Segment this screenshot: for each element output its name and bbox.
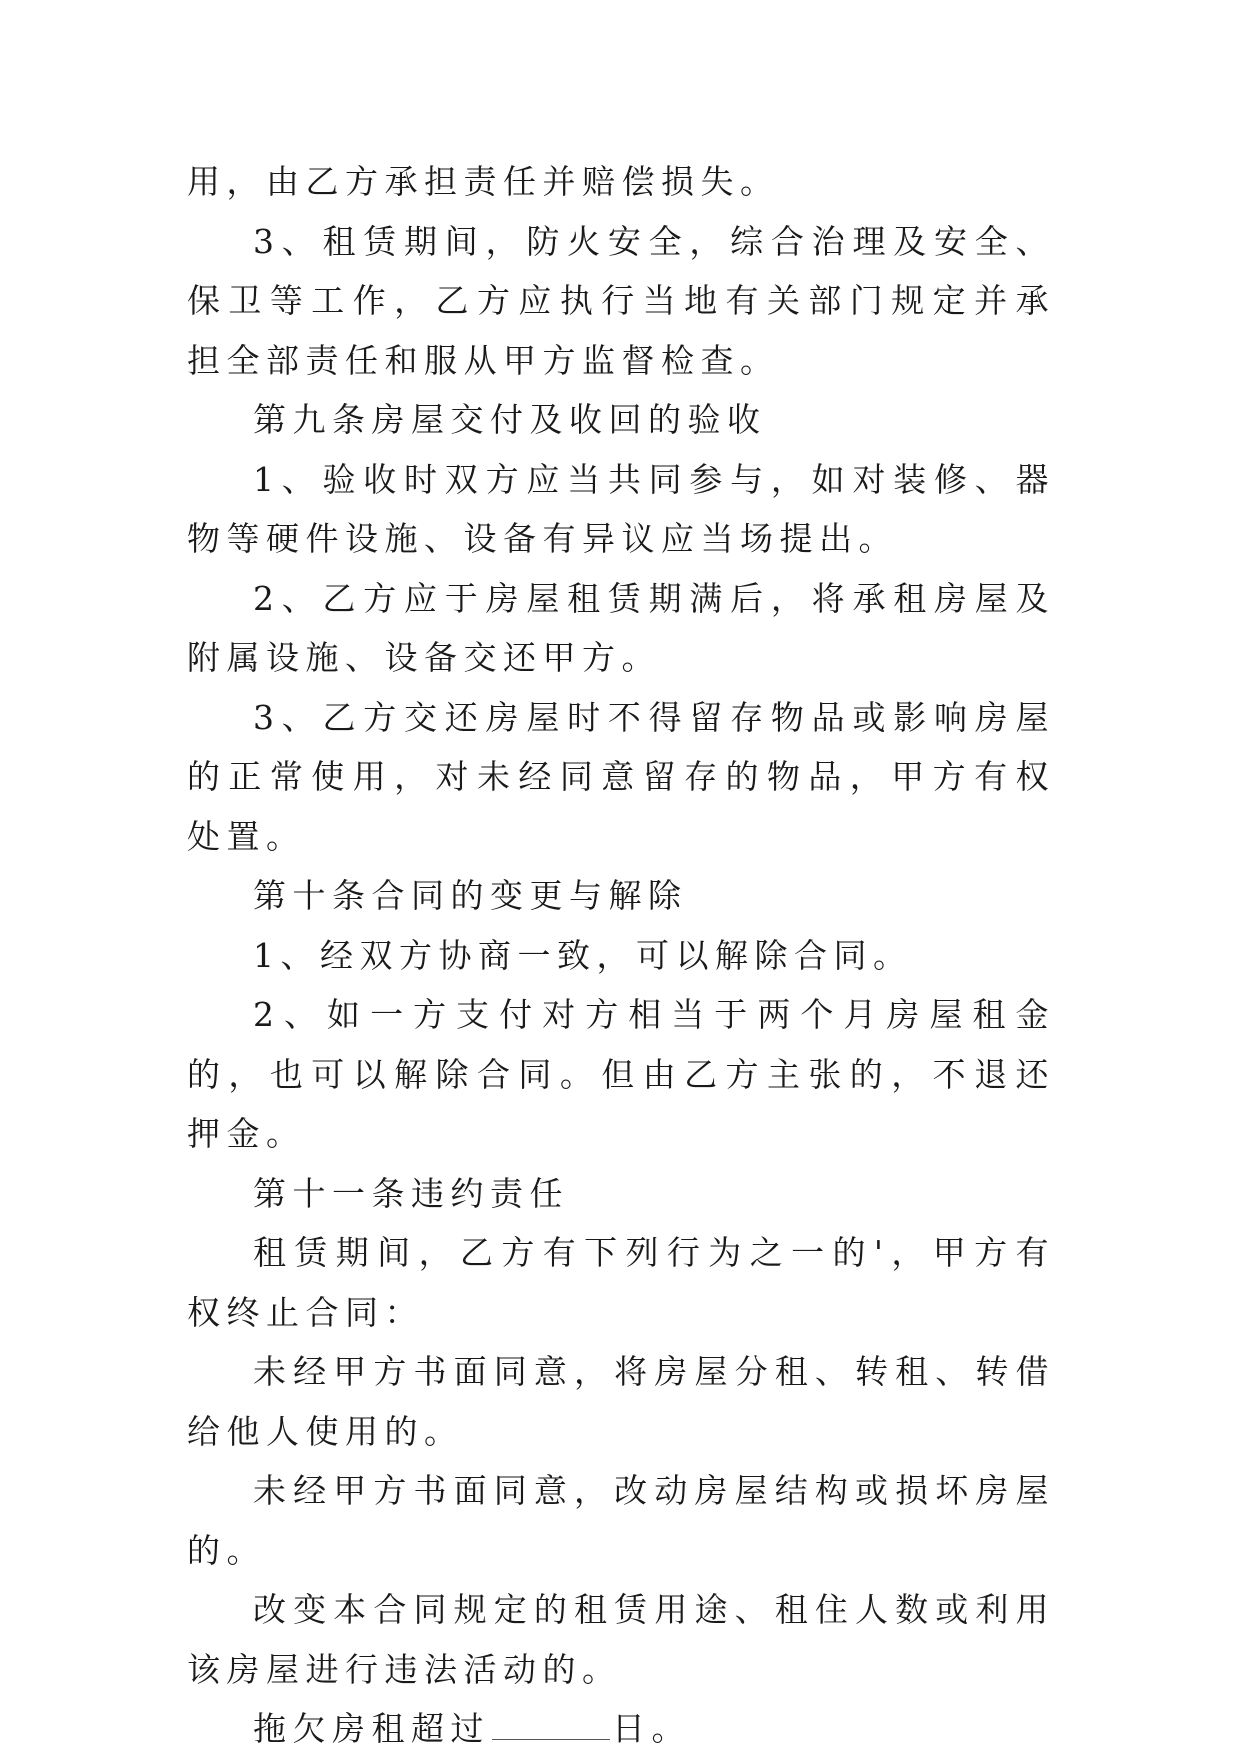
section-heading: 第十一条违约责任 xyxy=(253,1173,569,1213)
paragraph: 2、如一方支付对方相当于两个月房屋租金的，也可以解除合同。但由乙方主张的，不退还押金。 xyxy=(187,995,1055,1153)
document-body xyxy=(187,152,1055,1759)
paragraph: 1、经双方协商一致，可以解除合同。 xyxy=(253,935,913,975)
paragraph: 2、乙方应于房屋租赁期满后，将承租房屋及附属设施、设备交还甲方。 xyxy=(187,578,1055,677)
paragraph: 未经甲方书面同意，将房屋分租、转租、转借给他人使用的。 xyxy=(187,1352,1055,1451)
paragraph-with-blank xyxy=(187,1699,1055,1759)
section-heading: 第九条房屋交付及收回的验收 xyxy=(253,400,767,439)
paragraph: 未经甲方书面同意，改动房屋结构或损坏房屋的。 xyxy=(187,1471,1055,1570)
section-heading: 第十条合同的变更与解除 xyxy=(253,876,688,915)
paragraph-text-before-blank: 拖欠房租超过 xyxy=(253,1709,490,1748)
paragraph: 1、验收时双方应当共同参与，如对装修、器物等硬件设施、设备有异议应当场提出。 xyxy=(187,459,1055,558)
paragraph: 改变本合同规定的租赁用途、租住人数或利用该房屋进行违法活动的。 xyxy=(187,1590,1055,1689)
paragraph: 租赁期间，乙方有下列行为之一的'，甲方有权终止合同： xyxy=(187,1233,1055,1332)
paragraph: 3、租赁期间，防火安全，综合治理及安全、保卫等工作，乙方应执行当地有关部门规定并承担全部责任和服从甲方监督检查。 xyxy=(187,221,1055,380)
paragraph: 用，由乙方承担责任并赔偿损失。 xyxy=(187,162,780,201)
paragraph: 3、乙方交还房屋时不得留存物品或影响房屋的正常使用，对未经同意留存的物品，甲方有权处置。 xyxy=(187,697,1055,856)
fill-in-blank xyxy=(492,1711,610,1740)
paragraph-text-after-blank: 日。 xyxy=(612,1709,691,1748)
